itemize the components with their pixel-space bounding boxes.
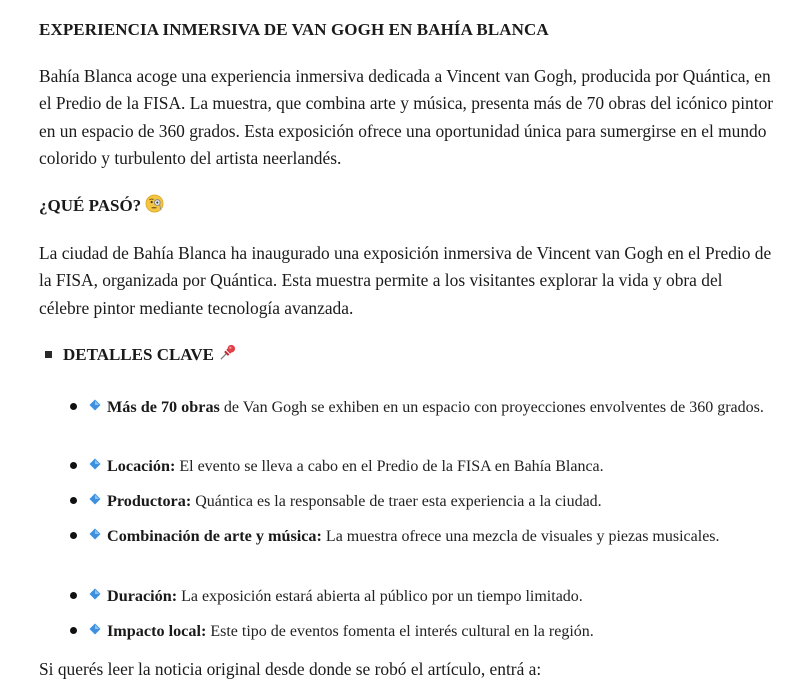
detail-text: Quántica es la responsable de traer esta experiencia a la ciudad. <box>191 493 602 510</box>
list-bullet-dot <box>70 403 77 410</box>
detail-label: Productora: <box>107 492 192 510</box>
article-title: EXPERIENCIA INMERSIVA DE VAN GOGH EN BAHÍA BLANCA <box>39 20 549 39</box>
what-happened-heading <box>39 194 164 220</box>
detail-label: Combinación de arte y música: <box>107 527 322 545</box>
detail-text: Este tipo de eventos fomenta el interés cultural en la región. <box>206 623 594 640</box>
monocle-face-icon <box>145 194 164 220</box>
small-blue-diamond-icon <box>89 453 101 478</box>
small-blue-diamond-icon <box>89 618 101 643</box>
list-item-text <box>89 583 779 609</box>
square-bullet-icon <box>45 351 52 358</box>
what-happened-paragraph: La ciudad de Bahía Blanca ha inaugurado una exposición inmersiva de Vincent van Gogh en el Predio de la FISA, organizada por Quántica. Esta muestra permite a los visitantes explorar la vida y obra del célebre pintor mediante tecnología avanzada. <box>39 243 772 318</box>
detail-label: Locación: <box>107 457 176 475</box>
detail-text: La muestra ofrece una mezcla de visuales y piezas musicales. <box>321 528 720 545</box>
detail-text: La exposición estará abierta al público por un tiempo limitado. <box>177 588 583 605</box>
list-bullet-dot <box>70 532 77 539</box>
list-item-text <box>89 523 779 549</box>
small-blue-diamond-icon <box>89 583 101 608</box>
small-blue-diamond-icon <box>89 394 101 419</box>
detail-text: de Van Gogh se exhiben en un espacio con proyecciones envolventes de 360 grados. <box>219 399 764 416</box>
list-bullet-dot <box>70 497 77 504</box>
list-item-text <box>89 618 779 644</box>
key-details-heading <box>63 343 237 369</box>
key-details-heading-text: DETALLES CLAVE <box>63 345 215 364</box>
what-happened-heading-text: ¿QUÉ PASÓ? <box>39 196 142 215</box>
list-bullet-dot <box>70 627 77 634</box>
small-blue-diamond-icon <box>89 523 101 548</box>
intro-paragraph: Bahía Blanca acoge una experiencia inmersiva dedicada a Vincent van Gogh, producida por Quántica, en el Predio de la FISA. La muestra, que combina arte y música, presenta más de 70 obras del icónico pintor en un espacio de 360 grados. Esta exposición ofrece una oportunidad única para sumergirse en el mundo colorido y turbulento del artista neerlandés. <box>39 66 774 168</box>
detail-label: Más de 70 obras <box>107 398 220 416</box>
list-bullet-dot <box>70 462 77 469</box>
pushpin-icon <box>218 343 237 369</box>
detail-text: El evento se lleva a cabo en el Predio de la FISA en Bahía Blanca. <box>175 458 604 475</box>
list-item-text <box>89 394 779 420</box>
detail-label: Duración: <box>107 587 178 605</box>
small-blue-diamond-icon <box>89 488 101 513</box>
list-item-text <box>89 488 779 514</box>
detail-label: Impacto local: <box>107 622 207 640</box>
closing-paragraph: Si querés leer la noticia original desde donde se robó el artículo, entrá a: <box>39 659 542 679</box>
list-bullet-dot <box>70 592 77 599</box>
list-item-text <box>89 453 779 479</box>
